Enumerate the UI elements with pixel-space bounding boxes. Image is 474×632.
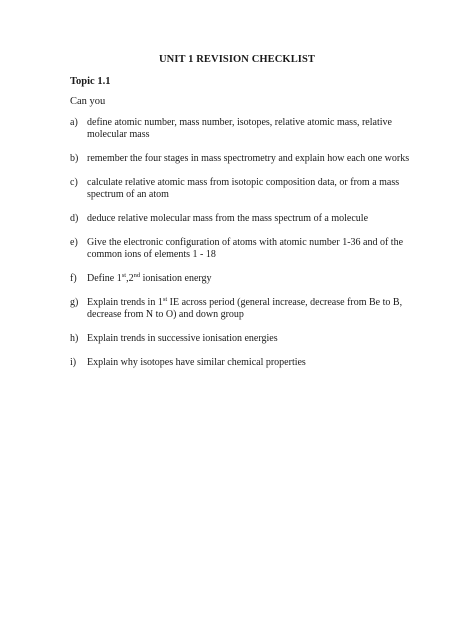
item-marker: f) bbox=[70, 273, 77, 284]
intro-text: Can you bbox=[70, 96, 106, 107]
item-text: Define 1st,2nd ionisation energy bbox=[87, 272, 212, 284]
checklist-item bbox=[70, 153, 410, 165]
item-text: calculate relative atomic mass from isotopic composition data, or from a mass spectrum of an atom bbox=[87, 177, 400, 200]
item-text: Explain why isotopes have similar chemical properties bbox=[87, 357, 306, 368]
item-text: Give the electronic configuration of atoms with atomic number 1-36 and of the common ions of elements 1 - 18 bbox=[87, 237, 404, 260]
checklist-item bbox=[70, 297, 410, 321]
item-text: Explain trends in successive ionisation energies bbox=[87, 333, 278, 344]
checklist-item bbox=[70, 213, 410, 225]
page-title: UNIT 1 REVISION CHECKLIST bbox=[158, 54, 316, 65]
checklist-item bbox=[70, 117, 410, 141]
item-marker: b) bbox=[70, 153, 79, 164]
topic-heading: Topic 1.1 bbox=[70, 76, 111, 87]
item-text: deduce relative molecular mass from the mass spectrum of a molecule bbox=[87, 213, 369, 224]
checklist-item bbox=[70, 237, 410, 261]
checklist-item bbox=[70, 177, 410, 201]
checklist-item bbox=[70, 357, 410, 369]
item-marker: h) bbox=[70, 333, 79, 344]
item-marker: a) bbox=[70, 117, 78, 128]
item-text: Explain trends in 1st IE across period (general increase, decrease from Be to B, decrease from N to O) and down group bbox=[87, 296, 403, 320]
item-marker: c) bbox=[70, 177, 78, 188]
item-marker: i) bbox=[70, 357, 77, 368]
checklist-item bbox=[70, 333, 410, 345]
item-marker: d) bbox=[70, 213, 79, 224]
item-text: define atomic number, mass number, isotopes, relative atomic mass, relative molecular mass bbox=[87, 117, 392, 140]
item-marker: g) bbox=[70, 297, 79, 308]
checklist bbox=[70, 117, 410, 380]
checklist-item bbox=[70, 273, 410, 285]
item-marker: e) bbox=[70, 237, 78, 248]
item-text: remember the four stages in mass spectrometry and explain how each one works bbox=[87, 153, 410, 164]
